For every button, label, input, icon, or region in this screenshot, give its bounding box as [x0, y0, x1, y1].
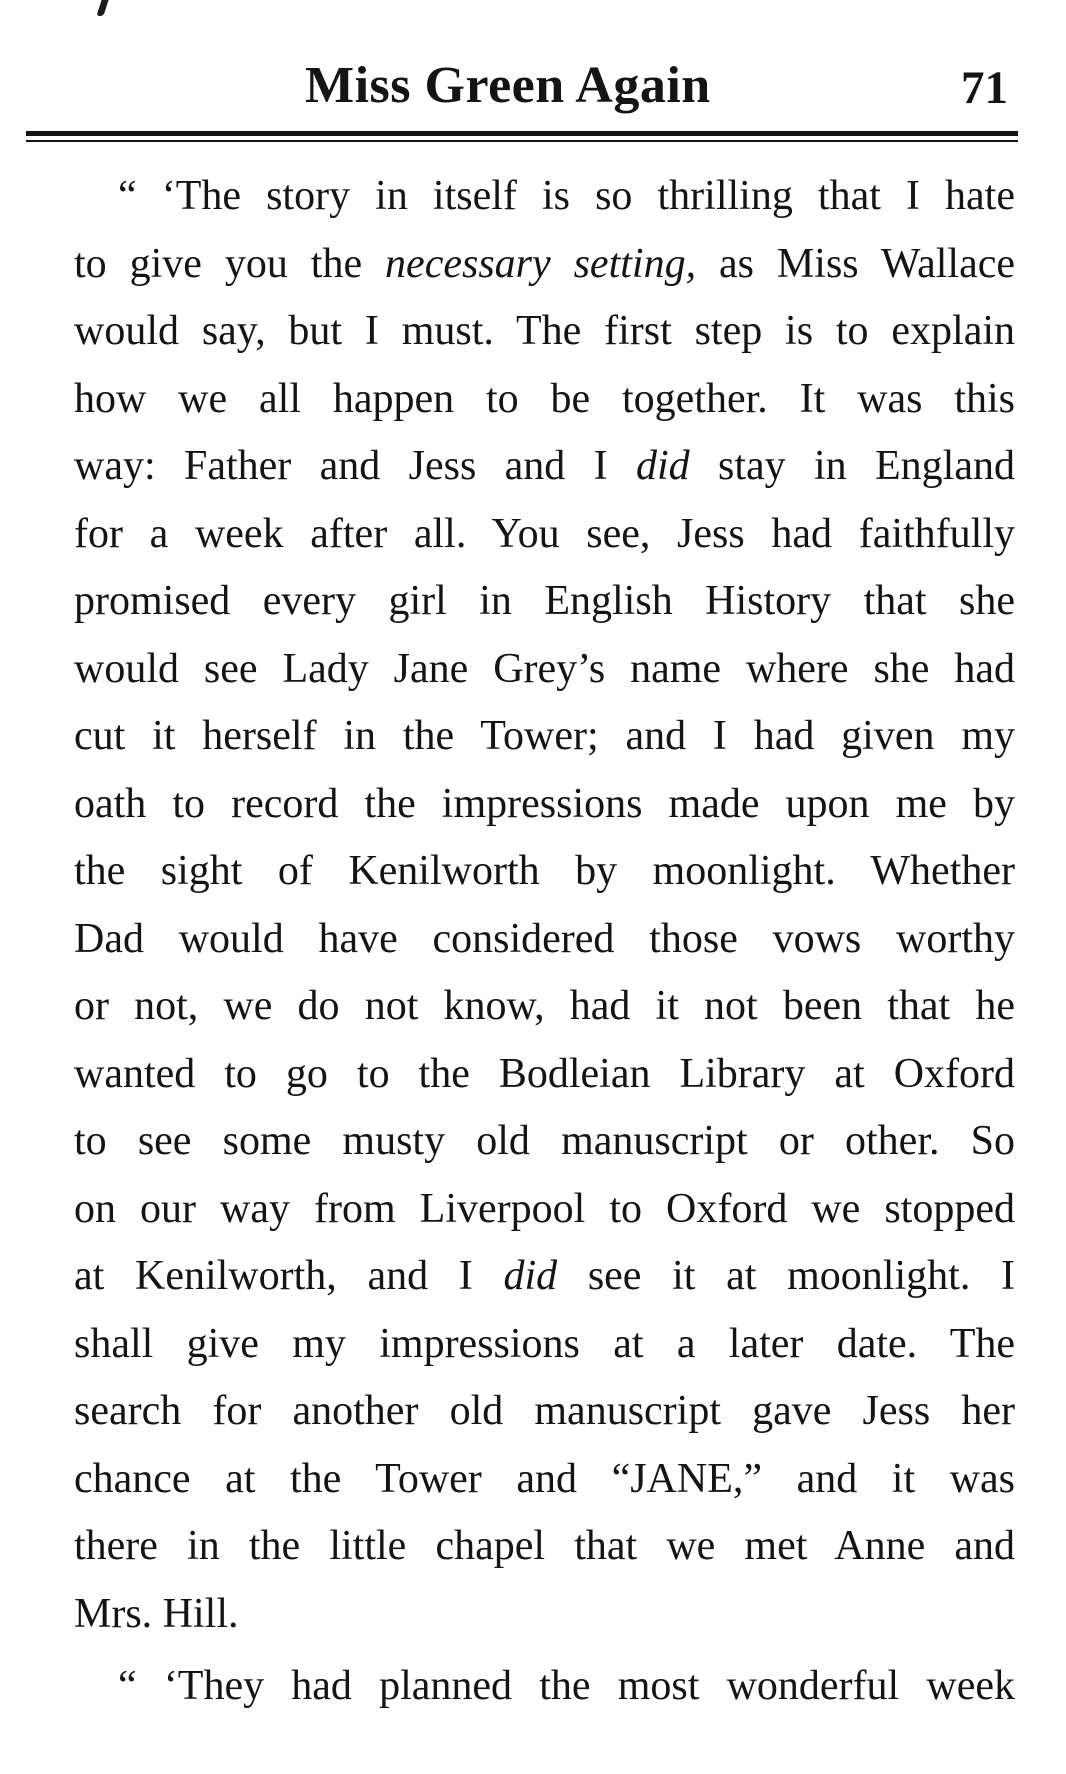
text-line: or not, we do not know, had it not been that he [74, 983, 1015, 1029]
text-run: at Kenilworth, and I [74, 1253, 504, 1299]
text-line: “ ‘They had planned the most wonderful week [118, 1663, 1015, 1709]
page-number: 71 [961, 62, 1008, 114]
italic-text: did [503, 1253, 558, 1299]
text-line: Mrs. Hill. [74, 1590, 239, 1637]
text-line: on our way from Liverpool to Oxford we stopped [74, 1185, 1015, 1232]
text-run: as Miss Wallace [696, 240, 1015, 287]
text-line: “ ‘The story in itself is so thrilling that I hate [118, 173, 1015, 219]
text-line: would see Lady Jane Grey’s name where she had [74, 645, 1015, 692]
text-line: promised every girl in English History that she [74, 578, 1015, 624]
text-line: how we all happen to be together. It was this [74, 375, 1015, 422]
text-line [74, 231, 1015, 299]
text-line: Dad would have considered those vows worthy [74, 915, 1015, 962]
text-line: the sight of Kenilworth by moonlight. Whether [74, 848, 1015, 894]
text-run: stay in England [689, 443, 1015, 489]
text-line: oath to record the impressions made upon me by [74, 780, 1015, 827]
text-run: way: Father and Jess and I [74, 443, 636, 489]
text-run: to give you the [74, 240, 386, 287]
text-line: for a week after all. You see, Jess had faithfully [74, 510, 1015, 557]
running-title: Miss Green Again [305, 57, 711, 114]
text-line: to see some musty old manuscript or other. So [74, 1118, 1015, 1164]
text-line: there in the little chapel that we met Anne and [74, 1523, 1015, 1569]
italic-text: necessary setting, [385, 240, 697, 287]
text-line: cut it herself in the Tower; and I had given my [74, 713, 1015, 759]
body-text [74, 163, 1015, 1721]
header-rule-thick [26, 131, 1018, 136]
text-line: shall give my impressions at a later date. The [74, 1320, 1015, 1367]
text-line [74, 433, 1015, 501]
text-line: search for another old manuscript gave Jess her [74, 1388, 1015, 1434]
header-rule-thin [26, 140, 1018, 142]
text-line: would say, but I must. The first step is to explain [74, 308, 1015, 354]
text-run: see it at moonlight. I [557, 1253, 1015, 1299]
italic-text: did [635, 443, 690, 489]
text-line: chance at the Tower and “JANE,” and it was [74, 1455, 1015, 1502]
text-line: wanted to go to the Bodleian Library at Oxford [74, 1050, 1015, 1097]
ink-mark [96, 0, 108, 16]
text-line [74, 1243, 1015, 1311]
running-head [28, 52, 1018, 122]
